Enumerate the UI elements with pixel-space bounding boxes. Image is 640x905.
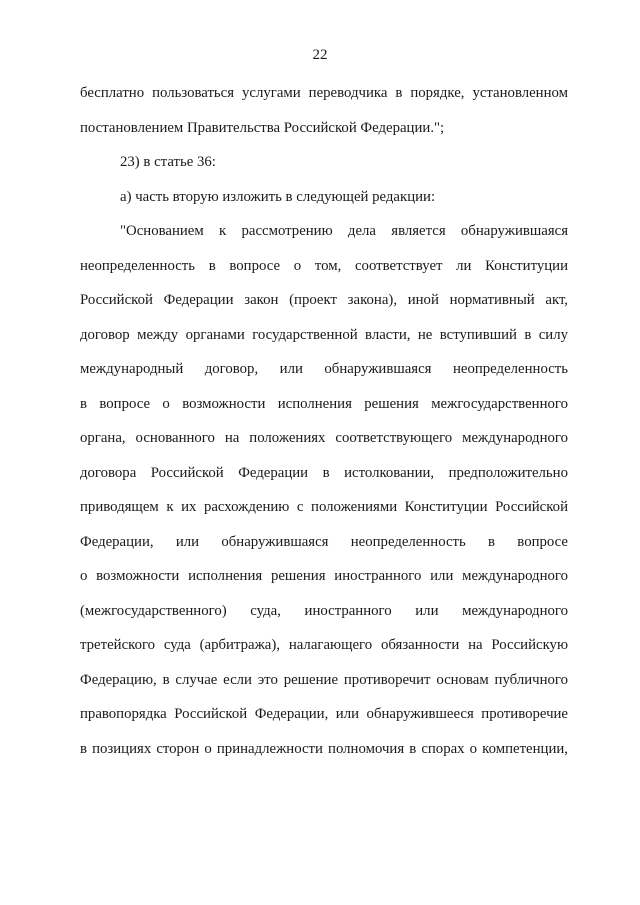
- text-line: о возможности исполнения решения иностранного или международного: [80, 568, 568, 584]
- text-line: Российской Федерации закон (проект закона), иной нормативный акт,: [80, 292, 568, 308]
- text-line: правопорядка Российской Федерации, или обнаружившееся противоречие: [80, 706, 568, 722]
- text-line: (межгосударственного) суда, иностранного или международного: [80, 602, 568, 619]
- text-line: неопределенность в вопросе о том, соответствует ли Конституции: [80, 257, 568, 274]
- text-line: международный договор, или обнаружившаяся неопределенность: [80, 361, 568, 377]
- text-line: в вопросе о возможности исполнения решения межгосударственного: [80, 395, 568, 412]
- body-text: [80, 82, 568, 772]
- text-line: приводящем к их расхождению с положениями Конституции Российской: [80, 499, 568, 515]
- text-line: Федерации, или обнаружившаяся неопределенность в вопросе: [80, 533, 568, 550]
- text-line: а) часть вторую изложить в следующей редакции:: [120, 188, 436, 205]
- text-line: договор между органами государственной власти, не вступивший в силу: [80, 326, 568, 343]
- text-line: бесплатно пользоваться услугами переводчика в порядке, установленном: [80, 85, 568, 101]
- text-line: 23) в статье 36:: [120, 154, 216, 170]
- text-line: постановлением Правительства Российской Федерации.";: [80, 119, 445, 136]
- text-line: третейского суда (арбитража), налагающего обязанности на Российскую: [80, 637, 568, 653]
- text-line: органа, основанного на положениях соответствующего международного: [80, 430, 568, 446]
- text-line: "Основанием к рассмотрению дела является обнаружившаяся: [120, 223, 568, 239]
- text-line: Федерацию, в случае если это решение противоречит основам публичного: [80, 671, 568, 688]
- page-number: 22: [312, 47, 328, 63]
- text-line: договора Российской Федерации в истолковании, предположительно: [80, 464, 568, 481]
- text-line: в позициях сторон о принадлежности полномочия в спорах о компетенции,: [80, 740, 568, 757]
